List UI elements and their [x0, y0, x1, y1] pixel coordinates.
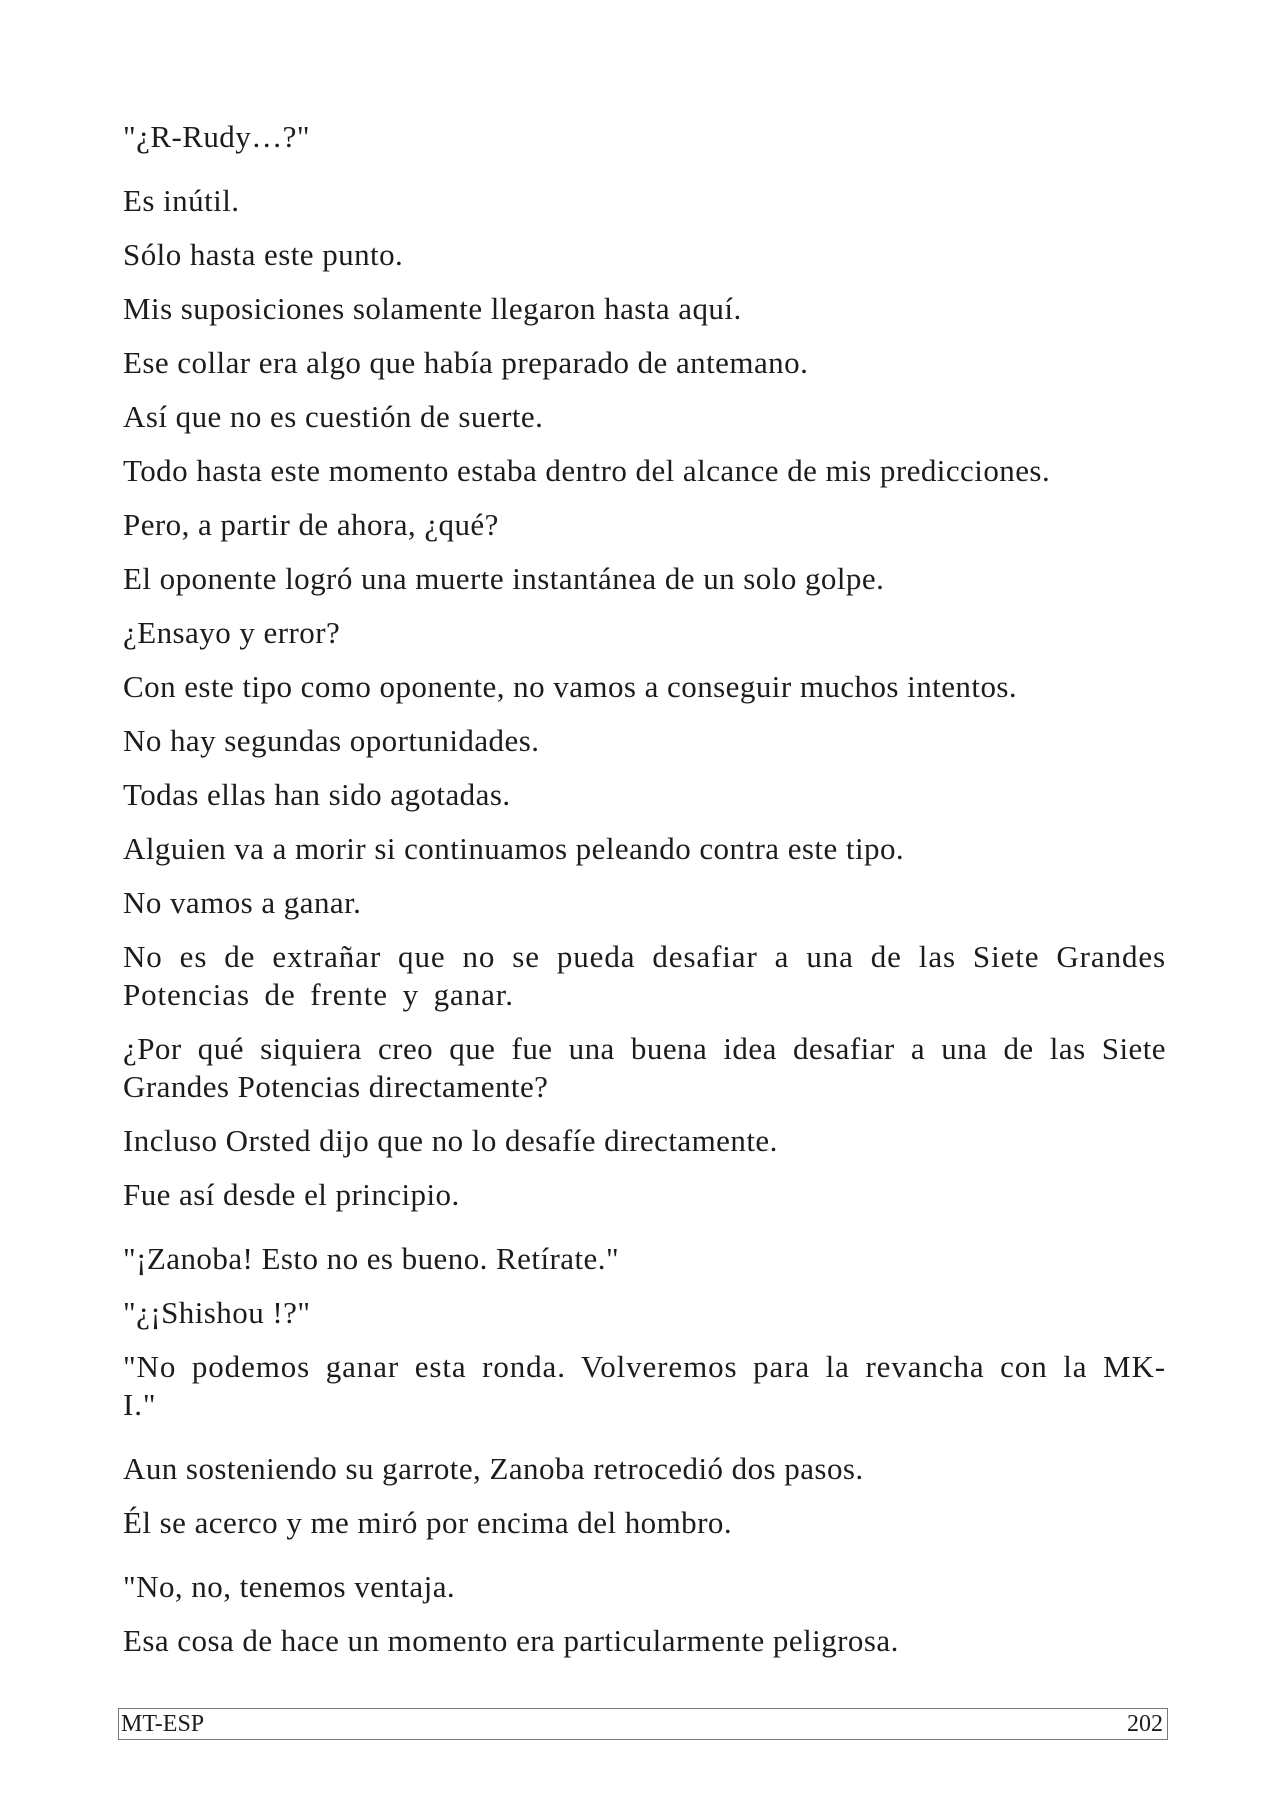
paragraph: No es de extrañar que no se pueda desafiar a una de las Siete Grandes Potencias de frente y ganar. [123, 939, 1166, 1012]
paragraph: Pero, a partir de ahora, ¿qué? [123, 507, 499, 542]
paragraph: "¡Zanoba! Esto no es bueno. Retírate." [123, 1241, 620, 1276]
paragraph: "¿R-Rudy…?" [123, 119, 310, 154]
paragraph: "No, no, tenemos ventaja. [123, 1569, 456, 1604]
paragraph: Aun sosteniendo su garrote, Zanoba retrocedió dos pasos. [123, 1451, 864, 1486]
paragraph: Todas ellas han sido agotadas. [123, 777, 511, 812]
paragraph: Todo hasta este momento estaba dentro del alcance de mis predicciones. [123, 453, 1051, 488]
paragraph: Alguien va a morir si continuamos peleando contra este tipo. [123, 831, 905, 866]
paragraph: "¿¡Shishou !?" [123, 1295, 311, 1330]
page-number: 202 [1127, 1711, 1163, 1737]
paragraph: ¿Ensayo y error? [123, 615, 341, 650]
paragraph: Él se acerco y me miró por encima del hombro. [123, 1505, 733, 1540]
paragraph: "No podemos ganar esta ronda. Volveremos para la revancha con la MK-I." [123, 1349, 1166, 1422]
paragraph: Con este tipo como oponente, no vamos a conseguir muchos intentos. [123, 669, 1018, 704]
page-body [123, 118, 1166, 1676]
footer-label: MT-ESP [121, 1711, 205, 1737]
paragraph: Incluso Orsted dijo que no lo desafíe directamente. [123, 1123, 778, 1158]
page-footer [118, 1708, 1168, 1740]
paragraph: No vamos a ganar. [123, 885, 362, 920]
paragraph: ¿Por qué siquiera creo que fue una buena idea desafiar a una de las Siete Grandes Potencias directamente? [123, 1031, 1166, 1104]
paragraph: Ese collar era algo que había preparado de antemano. [123, 345, 809, 380]
paragraph: Mis suposiciones solamente llegaron hasta aquí. [123, 291, 742, 326]
paragraph: Así que no es cuestión de suerte. [123, 399, 544, 434]
paragraph: El oponente logró una muerte instantánea de un solo golpe. [123, 561, 885, 596]
paragraph: Esa cosa de hace un momento era particularmente peligrosa. [123, 1623, 899, 1658]
paragraph: No hay segundas oportunidades. [123, 723, 540, 758]
paragraph: Sólo hasta este punto. [123, 237, 404, 272]
paragraph: Fue así desde el principio. [123, 1177, 460, 1212]
paragraph: Es inútil. [123, 183, 240, 218]
